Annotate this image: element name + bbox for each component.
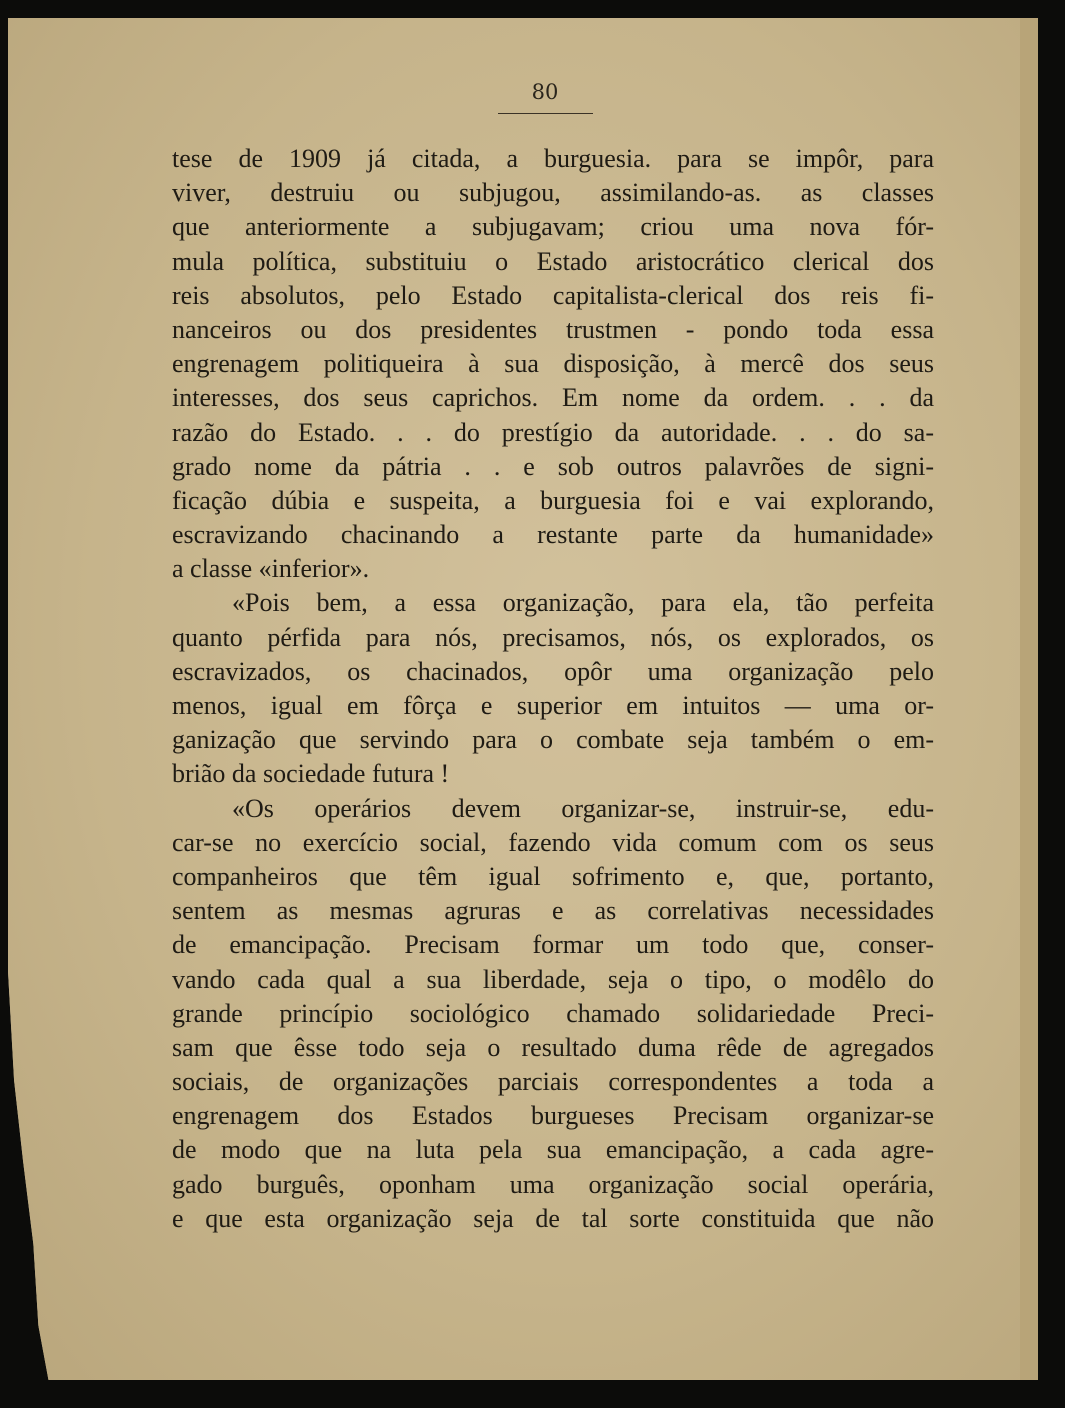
text-line: sentem as mesmas agruras e as correlativas necessidades [172,896,934,926]
header-rule [498,113,593,114]
text-line: de modo que na luta pela sua emancipação, a cada agre- [172,1135,934,1165]
text-line: grado nome da pátria . . e sob outros palavrões de signi- [172,451,934,481]
text-line: companheiros que têm igual sofrimento e, que, portanto, [172,861,934,891]
text-line: sociais, de organizações parciais correspondentes a toda a [172,1067,934,1097]
text-line: gado burguês, oponham uma organização social operária, [172,1169,934,1199]
text-line: de emancipação. Precisam formar um todo que, conser- [172,930,934,960]
text-line: reis absolutos, pelo Estado capitalista-clerical dos reis fi- [172,280,934,310]
text-line: engrenagem dos Estados burgueses Precisam organizar-se [172,1101,934,1131]
text-line: quanto pérfida para nós, precisamos, nós, os explorados, os [172,622,934,652]
text-line: «Pois bem, a essa organização, para ela, tão perfeita [232,588,934,618]
text-line: vando cada qual a sua liberdade, seja o tipo, o modêlo do [172,964,934,994]
text-line: sam que êsse todo seja o resultado duma rêde de agregados [172,1032,934,1062]
page-number: 80 [531,80,559,104]
text-line: «Os operários devem organizar-se, instruir-se, edu- [232,793,934,823]
text-line: car-se no exercício social, fazendo vida comum com os seus [172,827,934,857]
text-line: viver, destruiu ou subjugou, assimilando-as. as classes [172,178,934,208]
text-line: engrenagem politiqueira à sua disposição, à mercê dos seus [172,349,934,379]
body-text [172,142,934,1236]
text-line: escravizando chacinando a restante parte da humanidade» [172,520,934,550]
text-line: e que esta organização seja de tal sorte constituida que não [172,1203,934,1233]
text-line: nanceiros ou dos presidentes trustmen - pondo toda essa [172,314,934,344]
text-line: razão do Estado. . . do prestígio da autoridade. . . do sa- [172,417,934,447]
text-line: ganização que servindo para o combate seja também o em- [172,725,934,755]
text-line: interesses, dos seus caprichos. Em nome da ordem. . . da [172,383,934,413]
text-line: a classe «inferior». [172,554,370,584]
text-line: mula política, substituiu o Estado aristocrático clerical dos [172,246,934,276]
text-line: escravizados, os chacinados, opôr uma organização pelo [172,656,934,686]
text-line: brião da sociedade futura ! [172,759,450,789]
text-line: grande princípio sociológico chamado solidariedade Preci- [172,998,934,1028]
text-line: ficação dúbia e suspeita, a burguesia foi e vai explorando, [172,485,934,515]
page-edge [1020,18,1038,1380]
text-line: que anteriormente a subjugavam; criou uma nova fór- [172,212,934,242]
text-line: menos, igual em fôrça e superior em intuitos — uma or- [172,691,934,720]
text-line: tese de 1909 já citada, a burguesia. para se impôr, para [172,144,934,173]
